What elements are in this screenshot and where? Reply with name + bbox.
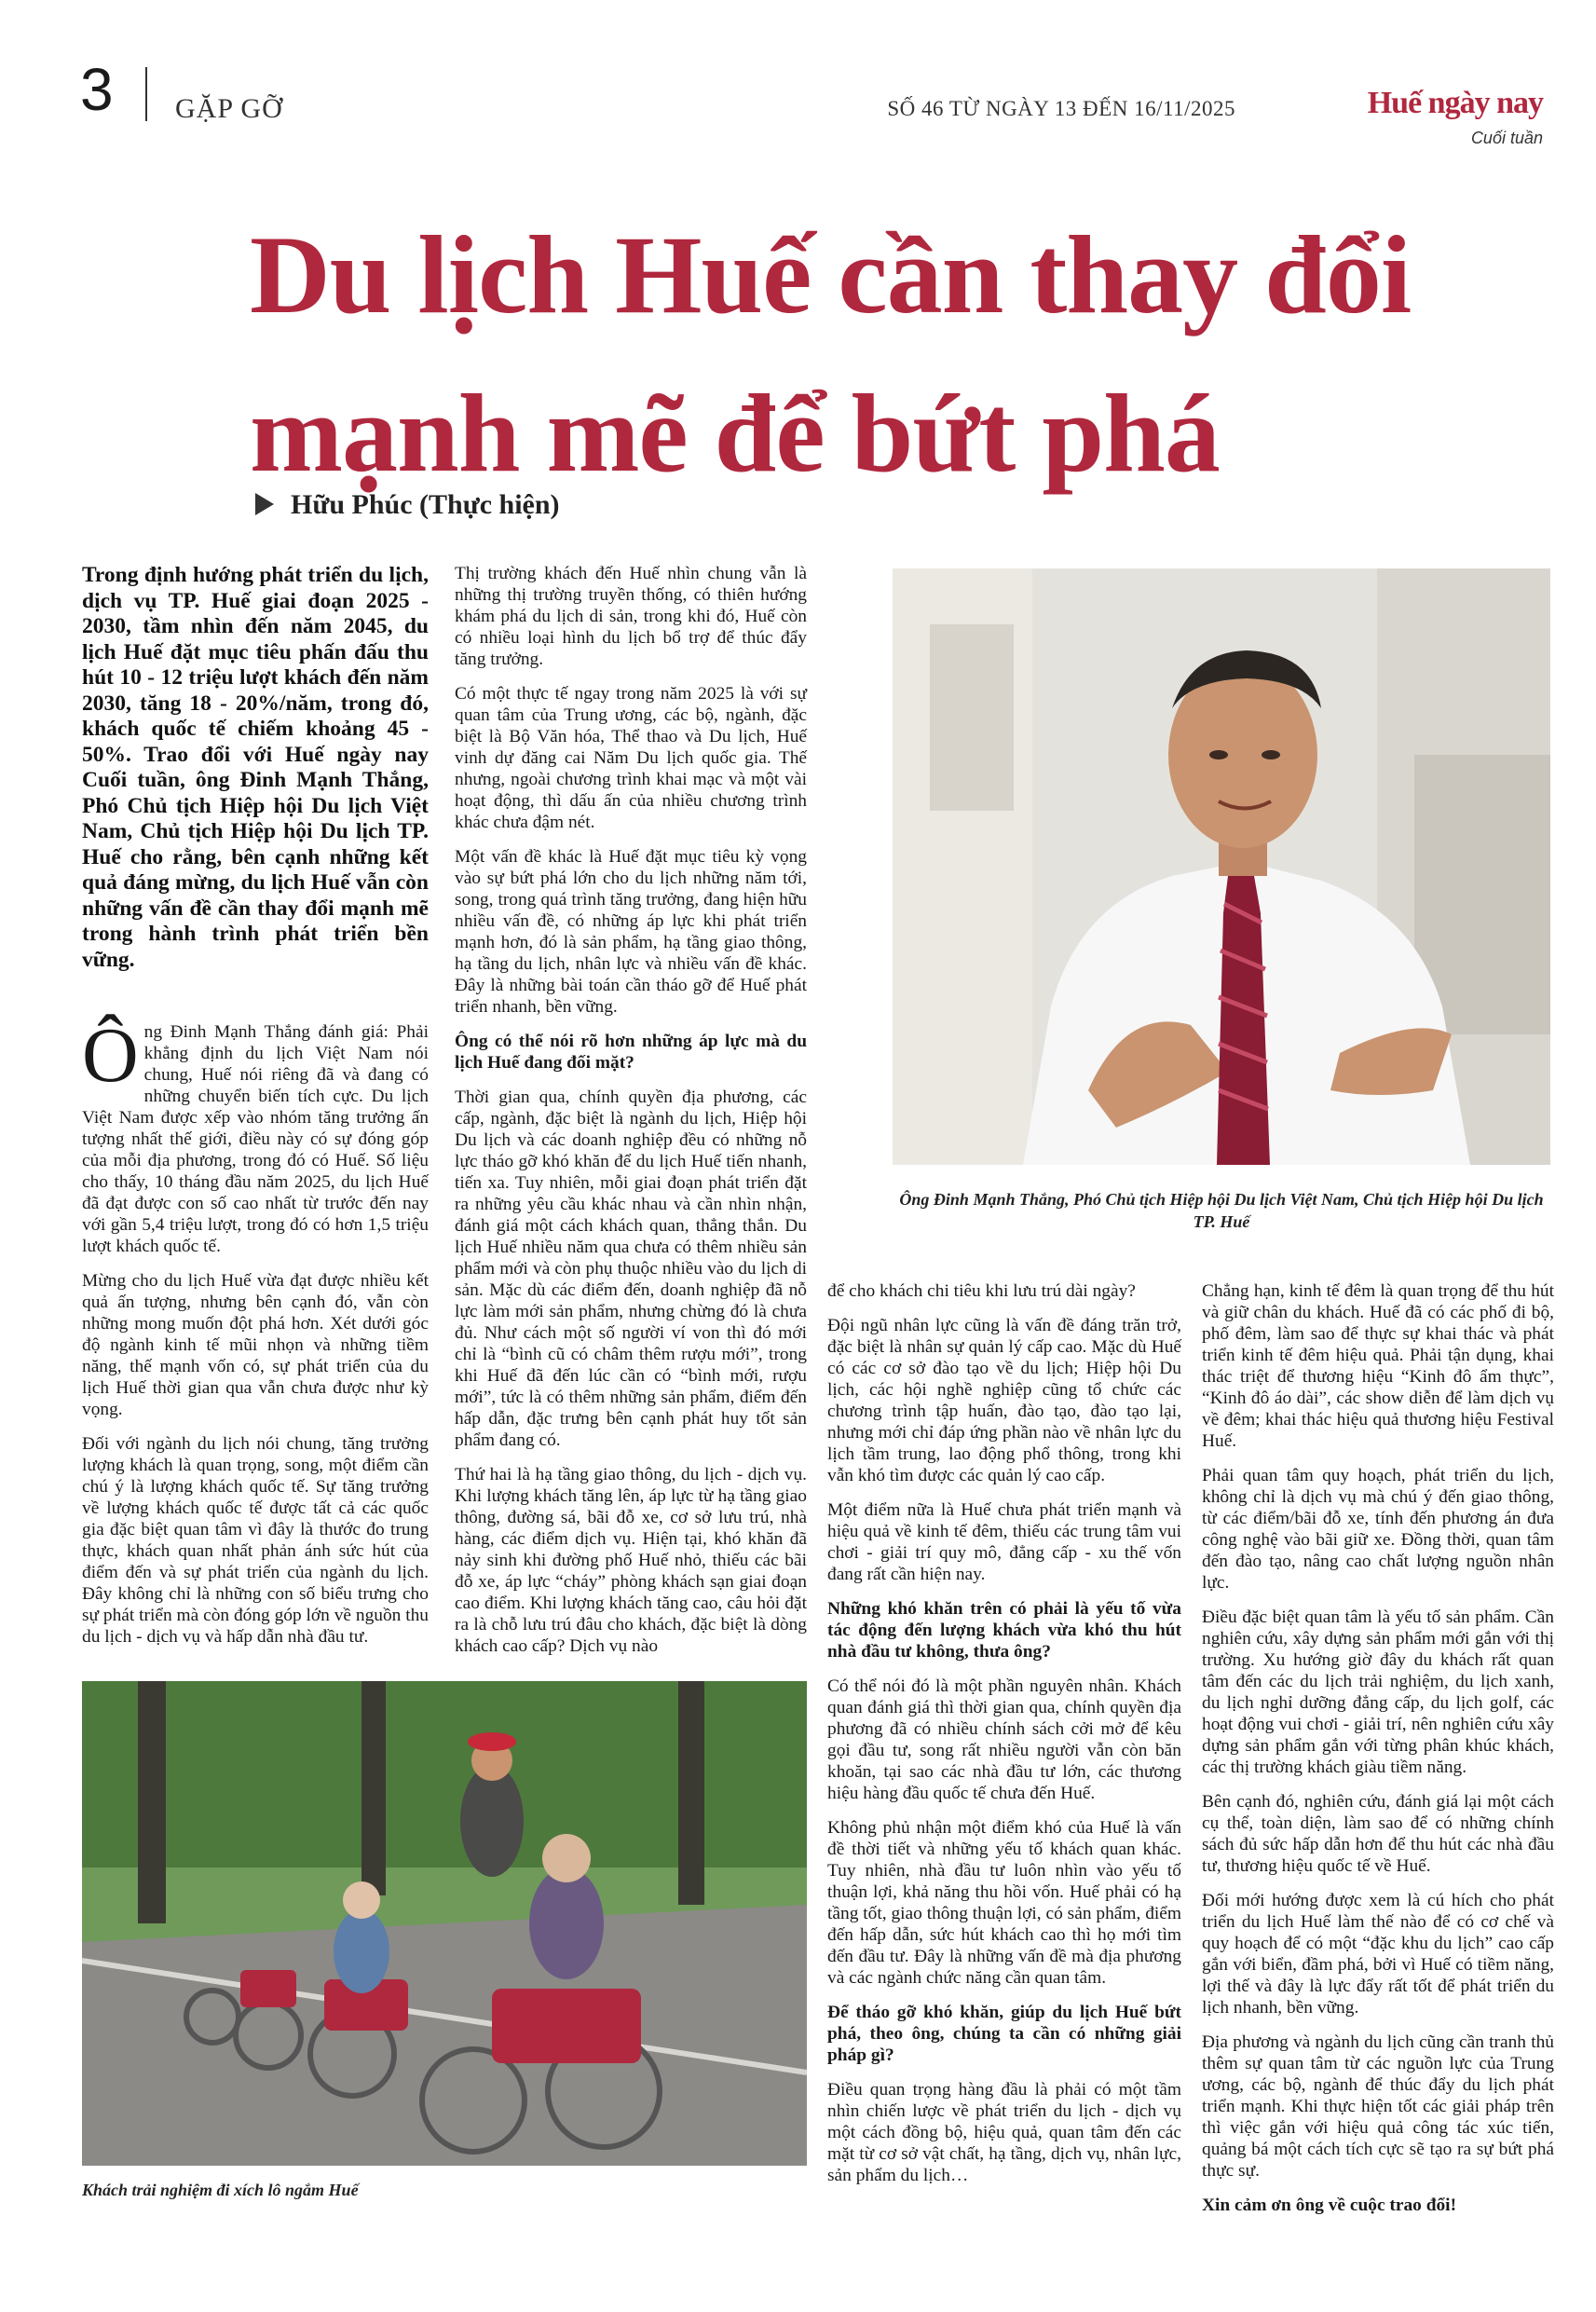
paragraph: Có thể nói đó là một phần nguyên nhân. Khách quan đánh giá thì thời gian qua, chính quyền địa phương đã có nhiều chính sách cởi mở để kêu gọi đầu tư, song rất nhiều người vẫn còn băn khoăn, tại sao các nhà đầu tư lớn, các thương hiệu hàng đầu quốc tế chưa đến Huế. (827, 1676, 1181, 1803)
play-triangle-icon (255, 493, 274, 515)
paragraph: Một vấn đề khác là Huế đặt mục tiêu kỳ vọng vào sự bứt phá lớn cho du lịch những năm tới, song, trong quá trình tăng trưởng, đang hiện hữu nhiều vấn đề, có những áp lực khi phát triển mạnh hơn, đó là sản phẩm, hạ tầng giao thông, hạ tầng du lịch, nhân lực và nhiều vấn đề khác. Đây là những bài toán cần tháo gỡ để Huế phát triển nhanh, bền vững. (455, 847, 807, 1017)
page-header (80, 56, 1552, 147)
paragraph: Thứ hai là hạ tầng giao thông, du lịch - dịch vụ. Khi lượng khách tăng lên, áp lực từ hạ tầng giao thông, đường sá, bãi đỗ xe, cơ sở lưu trú, nhà hàng, các điểm dịch vụ. Hiện tại, khó khăn đã nảy sinh khi đường phố Huế nhỏ, thiếu các bãi đỗ xe, áp lực “cháy” phòng khách sạn giai đoạn cao điểm. Khi lượng khách tăng cao, câu hỏi đặt ra là chỗ lưu trú đâu cho khách, đặc biệt là dòng khách cao cấp? Dịch vụ nào (455, 1465, 807, 1656)
cyclo-caption: Khách trải nghiệm đi xích lô ngắm Huế (82, 2181, 359, 2199)
column-4 (1202, 1280, 1554, 2229)
portrait-photo (893, 568, 1550, 1165)
portrait-caption: Ông Đinh Mạnh Thắng, Phó Chủ tịch Hiệp hội Du lịch Việt Nam, Chủ tịch Hiệp hội Du lịch TP. Huế (899, 1190, 1544, 1231)
article-lead: Trong định hướng phát triển du lịch, dịch vụ TP. Huế giai đoạn 2025 - 2030, tầm nhìn đến năm 2045, du lịch Huế đặt mục tiêu phấn đấu thu hút 10 - 12 triệu lượt khách đến năm 2030, tăng 18 - 20%/năm, trong đó, khách quốc tế chiếm khoảng 45 - 50%. Trao đổi với Huế ngày nay Cuối tuần, ông Đinh Mạnh Thắng, Phó Chủ tịch Hiệp hội Du lịch Việt Nam, Chủ tịch Hiệp hội Du lịch TP. Huế cho rằng, bên cạnh những kết quả đáng mừng, du lịch Huế vẫn còn những vấn đề cần thay đổi mạnh mẽ trong hành trình phát triển bền vững. (82, 563, 429, 972)
paragraph: Điều đặc biệt quan tâm là yếu tố sản phẩm. Cần nghiên cứu, xây dựng sản phẩm mới gắn với thị trường. Xu hướng giờ đây du khách rất quan tâm đến các du lịch trải nghiệm, du lịch xanh, du lịch nghỉ dưỡng đẳng cấp, du lịch golf, các hoạt động vui chơi - giải trí, nên nghiên cứu xây dựng sản phẩm gắn với từng phân khúc khách, các thị trường khách giàu tiềm năng. (1202, 1607, 1554, 1777)
paragraph: Thời gian qua, chính quyền địa phương, các cấp, ngành, đặc biệt là ngành du lịch, Hiệp hội Du lịch và các doanh nghiệp đều có những nỗ lực tháo gỡ khó khăn để du lịch Huế tiến nhanh, tiến xa. Tuy nhiên, mỗi giai đoạn phát triển đặt ra những yêu cầu khác nhau và cần nhìn nhận, đánh giá một cách khách quan, thẳng thắn. Du lịch Huế nhiều năm qua chưa có thêm nhiều sản phẩm mới và còn phụ thuộc nhiều vào du lịch di sản. Mặc dù các điểm đến, doanh nghiệp đã nỗ lực làm mới sản phẩm, nhưng chừng đó là chưa đủ. Như cách một số người ví von thì đó mới chỉ là “bình cũ có châm thêm rượu mới”, trong khi Huế đã đến lúc cần có “bình mới, rượu mới”, tức là có thêm những sản phẩm, điểm đến hấp dẫn, đặc trưng bên cạnh phát huy tốt sản phẩm đang có. (455, 1088, 807, 1450)
issue-date: SỐ 46 TỪ NGÀY 13 ĐẾN 16/11/2025 (887, 97, 1235, 120)
paragraph: Thị trường khách đến Huế nhìn chung vẫn là những thị trường truyền thống, có thiên hướng khám phá du lịch di sản, trong khi đó, Huế còn có nhiều loại hình du lịch bổ trợ để thúc đẩy tăng trưởng. (455, 564, 807, 669)
interview-question: Những khó khăn trên có phải là yếu tố vừa tác động đến lượng khách vừa khó thu hút nhà đầu tư không, thưa ông? (827, 1599, 1181, 1662)
column-1 (82, 1012, 429, 1661)
page-number: 3 (80, 56, 114, 123)
paragraph: Đối mới hướng được xem là cú hích cho phát triển du lịch Huế làm thế nào để có cơ chế và quy hoạch để có một “đặc khu du lịch” cao cấp gắn với biển, đầm phá, bởi vì Huế có tiềm năng, lợi thế và đây là lực đẩy rất tốt để phát triển du lịch nhanh, bền vững. (1202, 1891, 1554, 2018)
header-divider (145, 67, 147, 121)
cyclo-illustration (82, 1681, 807, 2166)
article-title: Du lịch Huế cần thay đổi mạnh mẽ để bứt phá (250, 212, 1412, 495)
brand-logo: Huế ngày nay (1367, 86, 1543, 120)
paragraph: Không phủ nhận một điểm khó của Huế là vấn đề thời tiết và những yếu tố khách quan khác. Tuy nhiên, nhà đầu tư luôn nhìn vào yếu tố thuận lợi, khả năng thu hồi vốn. Huế phải có hạ tầng tốt, giao thông thuận lợi, có sản phẩm, điểm đến hấp dẫn, sức hút khách cao thì họ mới tìm đến đầu tư. Đây là những vấn đề mà địa phương và các ngành chức năng cần quan tâm. (827, 1818, 1181, 1988)
paragraph: Đối với ngành du lịch nói chung, tăng trưởng lượng khách là quan trọng, song, một điểm cần chú ý là lượng khách quốc tế. Sự tăng trưởng về lượng khách quốc tế được tất cả các quốc gia đặc biệt quan tâm vì đây là thước đo trung thực, khách quan nhất phản ánh sức hút của điểm đến và sự phát triển của ngành du lịch. Đây không chỉ là những con số biểu trưng cho sự phát triển mà còn đóng góp lớn về nguồn thu du lịch - dịch vụ và hấp dẫn nhà đầu tư. (82, 1434, 429, 1647)
paragraph: Mừng cho du lịch Huế vừa đạt được nhiều kết quả ấn tượng, nhưng bên cạnh đó, vẫn còn những mong muốn đột phá hơn. Xét dưới góc độ ngành kinh tế mũi nhọn và những tiềm năng, thế mạnh vốn có, sự phát triển của du lịch Huế thời gian qua vẫn chưa được như kỳ vọng. (82, 1271, 429, 1419)
column-2 (455, 563, 807, 1670)
paragraph: Có một thực tế ngay trong năm 2025 là với sự quan tâm của Trung ương, các bộ, ngành, đặc biệt là Bộ Văn hóa, Thể thao và Du lịch, Huế vinh dự đăng cai Năm Du lịch quốc gia. Thế nhưng, ngoài chương trình khai mạc và một vài hoạt động, thì dấu ấn của nhiều chương trình khác chưa đậm nét. (455, 684, 807, 832)
paragraph: Một điểm nữa là Huế chưa phát triển mạnh và hiệu quả về kinh tế đêm, thiếu các trung tâm vui chơi - giải trí quy mô, đẳng cấp - xu thế vốn đang rất cần hiện nay. (827, 1500, 1181, 1584)
brand-subtitle: Cuối tuần (1470, 129, 1543, 147)
byline-text: Hữu Phúc (Thực hiện) (291, 489, 560, 520)
drop-cap: Ô (82, 1012, 139, 1099)
paragraph: Đội ngũ nhân lực cũng là vấn đề đáng trăn trở, đặc biệt là nhân sự quản lý cấp cao. Mặc dù Huế có các cơ sở đào tạo về du lịch; Hiệp hội Du lịch, các hội nghề nghiệp cũng tổ chức các chương trình tập huấn, đào tạo, đào tạo lại, nhưng mới chỉ đáp ứng phần nào về nhân lực du lịch tầm trung, lao động phổ thông, trong khi vẫn khó tìm được các quản lý cao cấp. (827, 1316, 1181, 1485)
section-label: GẶP GỠ (175, 93, 283, 124)
paragraph: Bên cạnh đó, nghiên cứu, đánh giá lại một cách cụ thể, toàn diện, làm sao để có những chính sách đủ sức hấp dẫn hơn để thu hút các nhà đầu tư, thương hiệu quốc tế về Huế. (1202, 1792, 1554, 1876)
paragraph: Điều quan trọng hàng đầu là phải có một tầm nhìn chiến lược về phát triển du lịch - dịch vụ một cách đồng bộ, hiệu quả, quan tâm đến các mặt từ cơ sở vật chất, hạ tầng, dịch vụ, nhân lực, sản phẩm du lịch… (827, 2080, 1181, 2185)
byline (255, 489, 560, 521)
cyclo-photo (82, 1681, 807, 2166)
interview-question: Ông có thể nói rõ hơn những áp lực mà du lịch Huế đang đối mặt? (455, 1032, 807, 1073)
column-3 (827, 1280, 1181, 2199)
paragraph: để cho khách chi tiêu khi lưu trú dài ngày? (827, 1281, 1136, 1301)
closing-line: Xin cảm ơn ông về cuộc trao đổi! (1202, 2196, 1457, 2215)
portrait-illustration (893, 568, 1550, 1165)
paragraph: ng Đinh Mạnh Thắng đánh giá: Phải khẳng định du lịch Việt Nam nói chung, Huế nói riêng đã và đang có những chuyển biến tích cực. Du lịch Việt Nam được xếp vào nhóm tăng trưởng ấn tượng nhất thế giới, điều này có sự đóng góp của mỗi địa phương, trong đó có Huế. Số liệu cho thấy, 10 tháng đầu năm 2025, du lịch Huế đã đạt được con số cao nhất từ trước đến nay với gần 5,4 triệu lượt, trong đó có hơn 1,5 triệu lượt khách quốc tế. (82, 1022, 429, 1256)
interview-question: Để tháo gỡ khó khăn, giúp du lịch Huế bứt phá, theo ông, chúng ta cần có những giải pháp gì? (827, 2003, 1181, 2065)
paragraph: Phải quan tâm quy hoạch, phát triển du lịch, không chỉ là dịch vụ mà chú ý đến giao thông, từ các điểm/bãi đỗ xe, tính đến phương án đưa công nghệ vào bãi giữ xe. Đồng thời, quan tâm đến đào tạo, nâng cao chất lượng nguồn nhân lực. (1202, 1466, 1554, 1593)
paragraph: Địa phương và ngành du lịch cũng cần tranh thủ thêm sự quan tâm từ các nguồn lực của Trung ương, các bộ, ngành để thúc đẩy du lịch phát triển mạnh. Khi thực hiện tốt các giải pháp trên thì việc gắn với hiệu quả công tác xúc tiến, quảng bá một cách tích cực sẽ tạo ra sự bứt phá thực sự. (1202, 2032, 1554, 2181)
paragraph: Chẳng hạn, kinh tế đêm là quan trọng để thu hút và giữ chân du khách. Huế đã có các phố đi bộ, phố đêm, làm sao để thực sự khai thác và phát triển kinh tế đêm hiệu quả. Phải tận dụng, khai thác triệt để thương hiệu “Kinh đô ẩm thực”, “Kinh đô áo dài”, các show diễn để làm dịch vụ về đêm; khai thác hiệu quả thương hiệu Festival Huế. (1202, 1281, 1554, 1451)
